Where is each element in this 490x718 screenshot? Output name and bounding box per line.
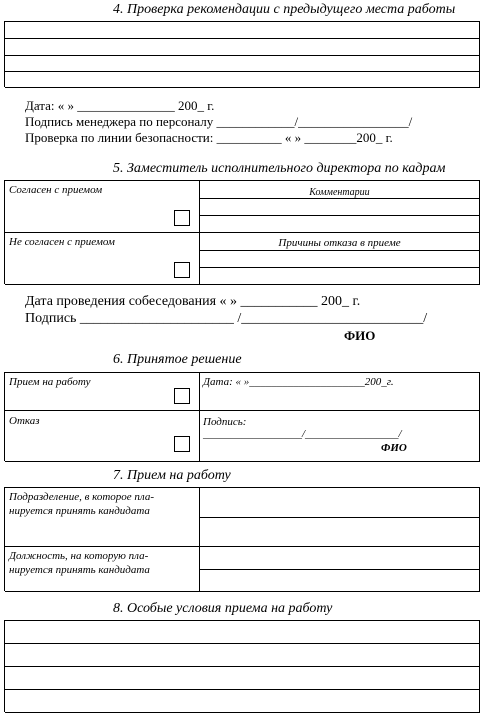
table-line xyxy=(5,55,480,56)
department-label-line1: Подразделение, в которое пла- xyxy=(9,491,155,503)
table-line xyxy=(199,250,480,251)
table-border xyxy=(199,372,200,461)
table-line xyxy=(5,712,480,713)
table-border xyxy=(4,487,5,591)
section7-heading: 7. Прием на работу xyxy=(113,468,231,483)
table-line xyxy=(5,284,480,285)
agree-label: Согласен с приемом xyxy=(9,184,103,196)
table-border xyxy=(4,180,5,284)
table-line xyxy=(199,517,480,518)
signature-field[interactable]: Подпись ______________________ /__________________________/ xyxy=(25,311,428,326)
table-border xyxy=(199,487,200,591)
table-line xyxy=(199,267,480,268)
section8-heading: 8. Особые условия приема на работу xyxy=(113,601,333,616)
fio-label: ФИО xyxy=(381,442,407,454)
department-label-line2: нируется принять кандидата xyxy=(9,505,150,517)
interview-date-field[interactable]: Дата проведения собеседования « » ___________ 200_ г. xyxy=(25,294,361,309)
section4-heading: 4. Проверка рекомендации с предыдущего места работы xyxy=(113,2,456,17)
table-line xyxy=(5,666,480,667)
table-line xyxy=(5,87,480,88)
refuse-checkbox[interactable] xyxy=(174,436,190,452)
table-line xyxy=(5,21,480,22)
decision-signature-field[interactable]: __________________/_________________/ xyxy=(203,428,402,440)
table-border xyxy=(479,487,480,591)
reasons-label: Причины отказа в приеме xyxy=(278,237,401,249)
hire-checkbox[interactable] xyxy=(174,388,190,404)
table-line xyxy=(5,620,480,621)
table-border xyxy=(479,21,480,87)
table-line xyxy=(5,38,480,39)
decision-date-field[interactable]: Дата: « »_____________________200_г. xyxy=(203,376,394,388)
manager-signature-field[interactable]: Подпись менеджера по персоналу ____________/_________________/ xyxy=(25,114,413,129)
section5-heading: 5. Заместитель исполнительного директора по кадрам xyxy=(113,161,446,176)
table-line xyxy=(5,232,480,233)
hire-label: Прием на работу xyxy=(9,376,91,388)
table-border xyxy=(4,372,5,461)
fio-label: ФИО xyxy=(344,328,376,343)
disagree-label: Не согласен с приемом xyxy=(9,236,115,248)
disagree-checkbox[interactable] xyxy=(174,262,190,278)
table-line xyxy=(5,461,480,462)
table-line xyxy=(199,215,480,216)
security-check-field[interactable]: Проверка по линии безопасности: __________ « » ________200_ г. xyxy=(25,130,393,145)
comments-label: Комментарии xyxy=(309,187,370,198)
table-line xyxy=(5,689,480,690)
table-line xyxy=(5,410,480,411)
table-border xyxy=(479,620,480,712)
table-line xyxy=(5,546,480,547)
table-line xyxy=(5,591,480,592)
table-border xyxy=(4,620,5,712)
refuse-label: Отказ xyxy=(9,415,40,427)
section6-heading: 6. Принятое решение xyxy=(113,352,242,367)
table-line xyxy=(5,372,480,373)
table-line xyxy=(199,569,480,570)
position-label-line2: нируется принять кандидата xyxy=(9,564,150,576)
table-line xyxy=(5,487,480,488)
table-line xyxy=(5,71,480,72)
table-border xyxy=(479,372,480,461)
table-line xyxy=(5,643,480,644)
position-label-line1: Должность, на которую пла- xyxy=(9,550,149,562)
agree-checkbox[interactable] xyxy=(174,210,190,226)
table-line xyxy=(5,180,480,181)
decision-sign-label: Подпись: xyxy=(203,416,247,428)
date-field[interactable]: Дата: « » _______________ 200_ г. xyxy=(25,98,215,113)
table-border xyxy=(4,21,5,87)
